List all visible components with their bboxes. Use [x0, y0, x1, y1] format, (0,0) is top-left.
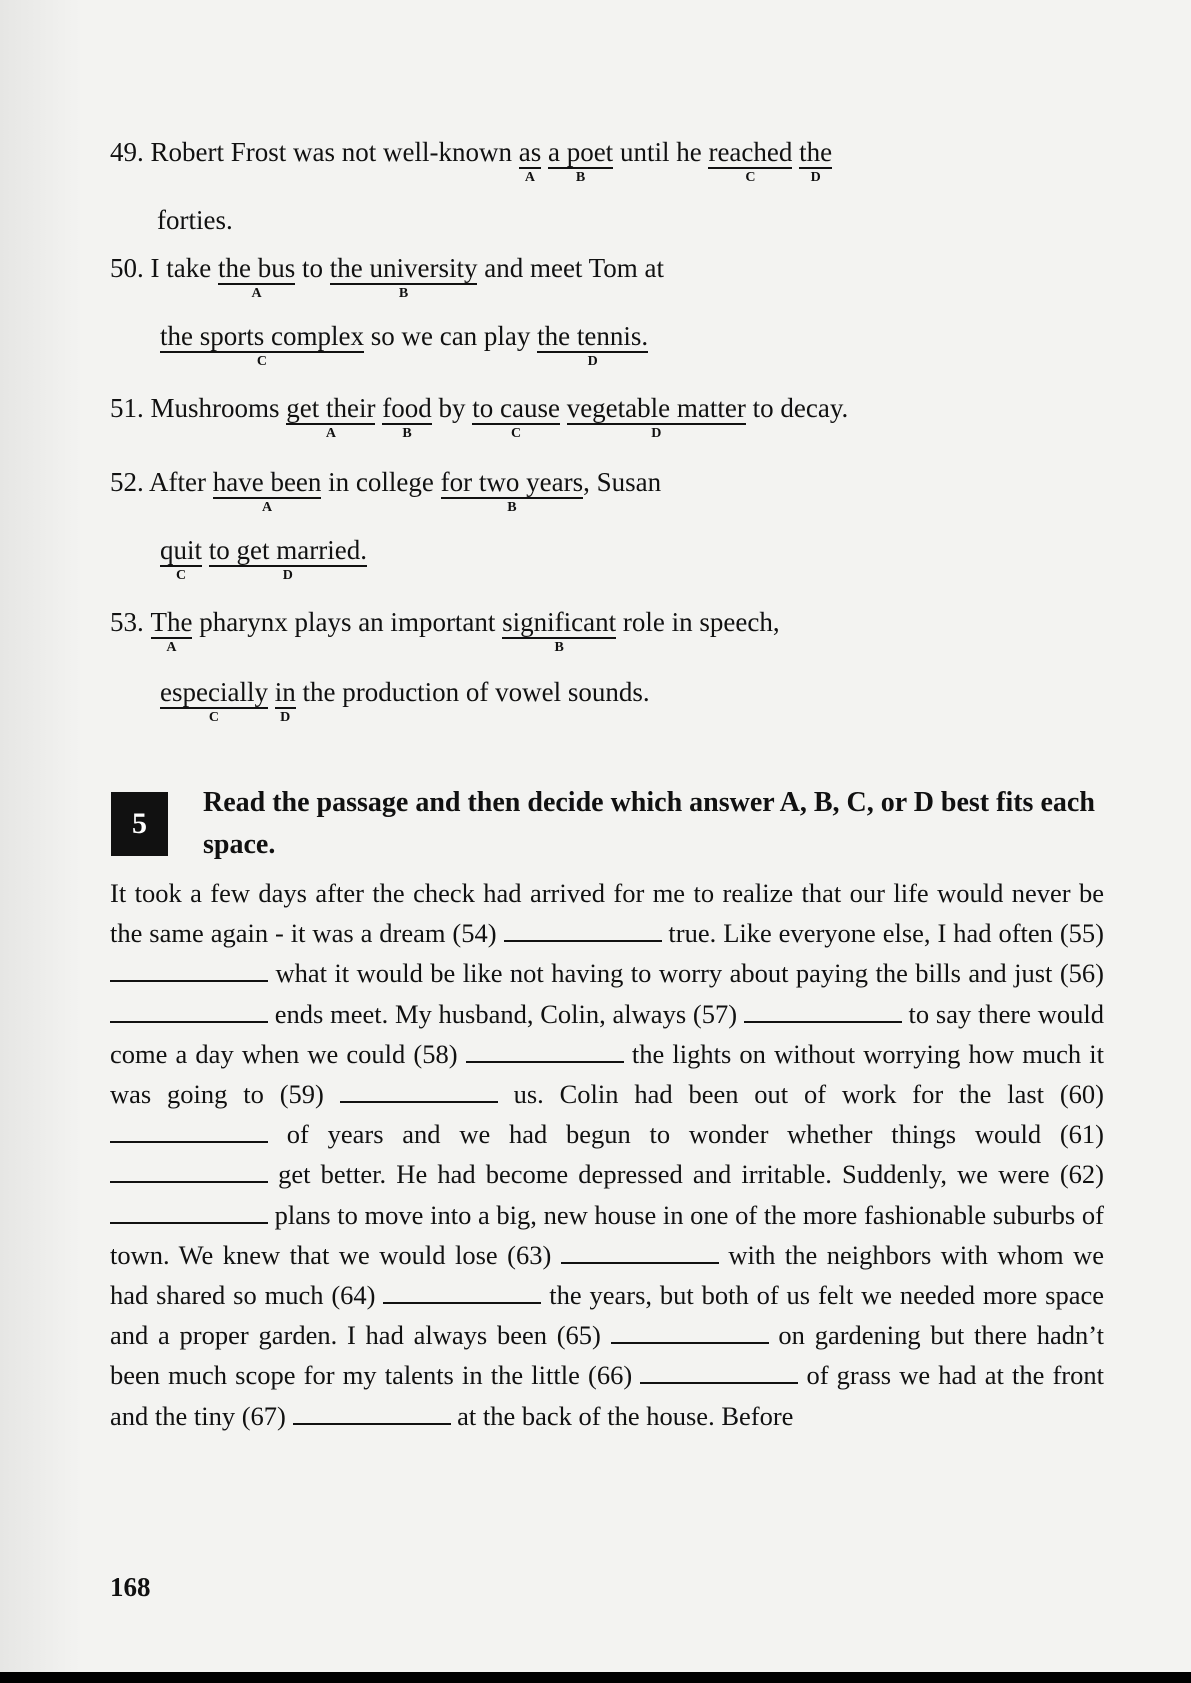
passage-text: plans to move into a big, new house in one of the more fashionable suburbs of town. We knew that we would lose (63)	[110, 1199, 1104, 1270]
option-letter: D	[282, 568, 293, 583]
question-text	[268, 676, 275, 708]
option-text: The	[150, 607, 193, 637]
question-text	[560, 392, 567, 424]
option-letter: C	[175, 568, 187, 583]
option-letter: B	[507, 500, 517, 515]
question-text: 53.	[110, 607, 151, 637]
option-text: the tennis.	[537, 321, 649, 351]
option-c-underlined	[472, 393, 560, 441]
passage-text: at the back of the house. Before	[450, 1400, 794, 1431]
question-52-line	[160, 534, 367, 583]
answer-blank-65[interactable]	[611, 1322, 769, 1344]
answer-blank-66[interactable]	[640, 1362, 798, 1384]
answer-blank-67[interactable]	[293, 1403, 451, 1425]
question-49-line	[157, 204, 233, 236]
passage-text: of years and we had begun to wonder whether things would (61)	[268, 1119, 1104, 1150]
page-number: 168	[110, 1572, 151, 1602]
option-text: the bus	[217, 253, 296, 283]
question-53-line	[160, 676, 650, 725]
option-text: the	[799, 137, 833, 167]
option-b-underlined	[440, 467, 584, 515]
answer-blank-62[interactable]	[110, 1202, 268, 1224]
passage-text: with the neighbors with whom we had shared so much (64)	[110, 1239, 1105, 1311]
option-d-underlined	[566, 393, 746, 441]
passage-text: get better. He had become depressed and irritable. Suddenly, we were (62)	[268, 1159, 1104, 1190]
option-text: in	[274, 677, 296, 707]
question-text: , Susan	[583, 467, 662, 497]
question-text: pharynx plays an important	[192, 607, 503, 637]
question-text: role in speech,	[616, 607, 780, 637]
question-text: to decay.	[745, 393, 849, 423]
option-text: the university	[329, 253, 478, 283]
question-text: 50. I take	[110, 253, 218, 283]
option-c-underlined	[160, 321, 364, 369]
option-letter: C	[745, 170, 756, 185]
question-text: in college	[321, 467, 441, 497]
answer-blank-58[interactable]	[466, 1041, 624, 1063]
answer-blank-63[interactable]	[561, 1242, 719, 1264]
passage-text: on gardening but there hadn’t been much scope for my talents in the little (66)	[110, 1320, 1104, 1391]
passage-text: of grass we had at the front and the tiny (67)	[110, 1360, 1104, 1431]
question-51-line	[110, 392, 849, 441]
option-a-underlined	[286, 393, 376, 441]
option-d-underlined	[208, 535, 367, 583]
option-text: reached	[708, 137, 793, 167]
option-letter: A	[262, 500, 273, 515]
option-letter: B	[575, 170, 586, 185]
question-text: 49. Robert Frost was not well-known	[110, 137, 519, 167]
option-b-underlined	[382, 393, 432, 441]
option-b-underlined	[547, 137, 614, 185]
question-53-line	[110, 606, 780, 655]
option-letter: C	[511, 426, 522, 441]
answer-blank-60[interactable]	[110, 1121, 268, 1143]
option-letter: A	[251, 286, 262, 301]
option-letter: B	[398, 286, 409, 301]
option-b-underlined	[502, 607, 617, 655]
question-text: until he	[613, 137, 709, 167]
option-text: to get married.	[208, 535, 367, 565]
option-text: for two years	[440, 467, 584, 497]
question-text: forties.	[157, 205, 233, 235]
question-text: and meet Tom at	[477, 253, 665, 283]
section-instruction: Read the passage and then decide which answer A, B, C, or D best fits each space.	[203, 787, 1095, 860]
question-text	[541, 136, 548, 168]
question-49-line	[110, 136, 833, 185]
reading-passage	[110, 873, 1104, 1436]
option-a-underlined	[518, 137, 542, 185]
option-text: significant	[502, 607, 617, 637]
question-52-line	[110, 466, 662, 515]
passage-text: to say there would come a day when we could (58)	[110, 998, 1104, 1069]
option-text: vegetable matter	[566, 393, 746, 423]
option-a-underlined	[150, 607, 193, 655]
question-text: to	[295, 253, 330, 283]
option-letter: A	[524, 170, 536, 185]
question-text: 52. After	[110, 467, 213, 497]
question-50-line	[110, 252, 665, 301]
option-d-underlined	[274, 677, 296, 725]
option-c-underlined	[160, 677, 268, 725]
passage-text: the lights on without worrying how much it was going to (59)	[110, 1038, 1105, 1110]
scan-bottom-border	[0, 1672, 1191, 1683]
question-text: 51. Mushrooms	[110, 393, 287, 423]
answer-blank-61[interactable]	[110, 1161, 268, 1183]
option-letter: C	[256, 354, 268, 369]
question-text	[375, 392, 382, 424]
option-a-underlined	[212, 467, 322, 515]
option-d-underlined	[537, 321, 649, 369]
question-50-line	[160, 320, 649, 369]
option-letter: A	[166, 640, 177, 655]
passage-text: ends meet. My husband, Colin, always (57)	[268, 998, 744, 1029]
option-letter: B	[554, 640, 564, 655]
option-letter: B	[402, 426, 412, 441]
question-text	[792, 136, 799, 168]
option-text: get their	[286, 393, 376, 423]
passage-text: us. Colin had been out of work for the last (60)	[497, 1079, 1104, 1110]
option-c-underlined	[160, 535, 203, 583]
option-text: as	[518, 137, 542, 167]
passage-text: true. Like everyone else, I had often (55)	[661, 918, 1104, 949]
option-text: the sports complex	[160, 321, 364, 351]
option-d-underlined	[799, 137, 833, 185]
section-number: 5	[132, 807, 147, 840]
option-text: have been	[212, 467, 322, 497]
page-edge-shade	[0, 0, 80, 1683]
option-text: a poet	[547, 137, 614, 167]
option-letter: D	[280, 710, 291, 725]
passage-text: the years, but both of us felt we needed more space and a proper garden. I had always been (65)	[110, 1280, 1104, 1351]
option-letter: C	[208, 710, 220, 725]
option-text: food	[382, 393, 432, 423]
question-text	[202, 534, 209, 566]
option-letter: D	[810, 170, 821, 185]
question-text: the production of vowel sounds.	[295, 677, 650, 707]
passage-text: what it would be like not having to worry about paying the bills and just (56)	[268, 958, 1104, 989]
option-letter: D	[651, 426, 662, 441]
answer-blank-55[interactable]	[110, 960, 268, 982]
option-letter: D	[587, 354, 598, 369]
option-a-underlined	[217, 253, 296, 301]
question-text: by	[431, 393, 473, 423]
option-c-underlined	[708, 137, 793, 185]
option-b-underlined	[329, 253, 478, 301]
answer-blank-54[interactable]	[504, 920, 662, 942]
option-text: especially	[160, 677, 268, 707]
answer-blank-64[interactable]	[383, 1282, 541, 1304]
answer-blank-57[interactable]	[744, 1001, 902, 1023]
answer-blank-56[interactable]	[110, 1001, 268, 1023]
option-letter: A	[325, 426, 336, 441]
option-text: quit	[160, 535, 203, 565]
passage-text: It took a few days after the check had arrived for me to realize that our life would never be the same again - it was a dream (54)	[110, 878, 1104, 949]
question-text: so we can play	[363, 321, 538, 351]
section-number-badge	[111, 792, 168, 856]
option-text: to cause	[472, 393, 560, 423]
answer-blank-59[interactable]	[340, 1081, 498, 1103]
